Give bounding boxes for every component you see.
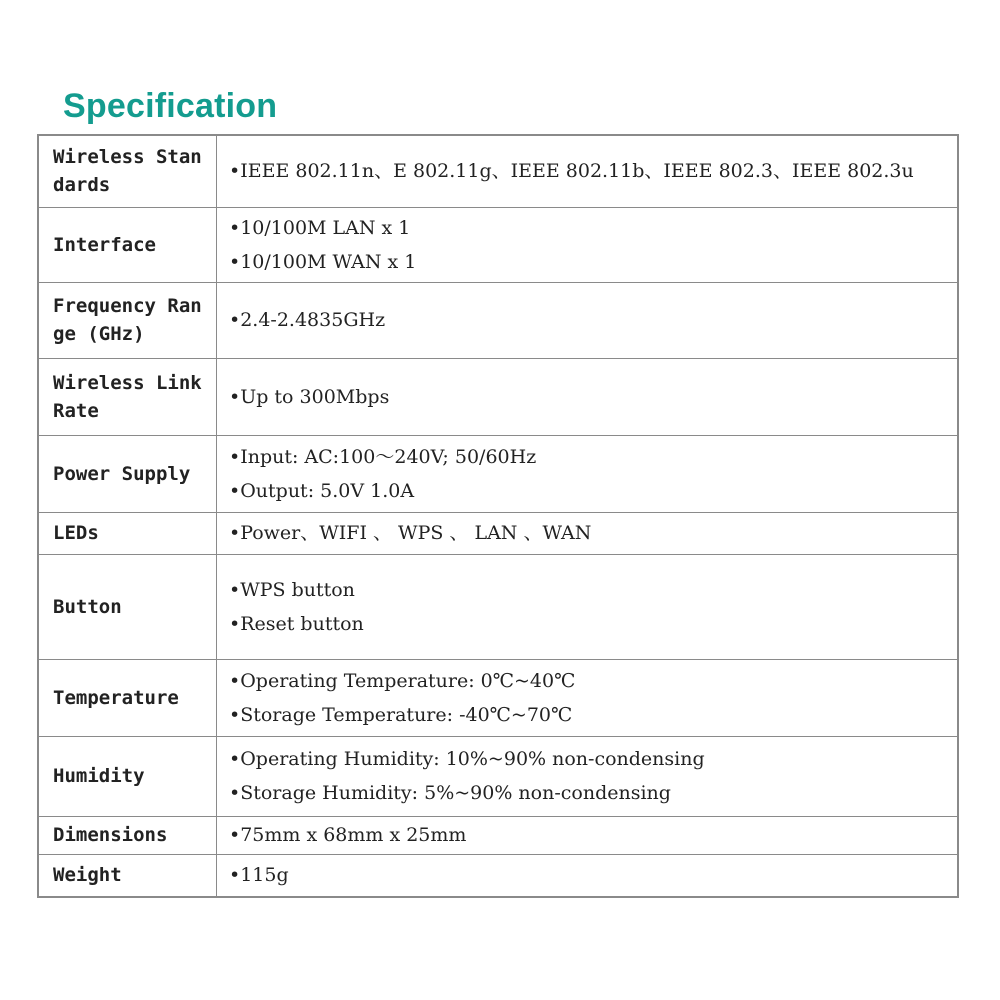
spec-value-line: •115g (229, 864, 289, 887)
spec-value-line: •2.4-2.4835GHz (229, 309, 386, 331)
spec-label: Frequency Range (GHz) (38, 282, 217, 358)
spec-value-line: •10/100M LAN x 1 (229, 216, 411, 239)
spec-value-line: •Up to 300Mbps (229, 385, 390, 408)
spec-value (217, 854, 959, 897)
spec-label: Dimensions (38, 816, 217, 854)
spec-value (217, 816, 959, 854)
spec-value-line: •Input: AC:100～240V; 50/60Hz (229, 445, 537, 468)
spec-value (217, 659, 959, 736)
spec-row-leds (38, 512, 958, 554)
spec-row-temperature (38, 659, 958, 736)
spec-value-line: •Reset button (229, 612, 364, 635)
spec-row-interface (38, 207, 958, 282)
spec-row-power-supply (38, 435, 958, 512)
spec-value (217, 435, 959, 512)
spec-row-humidity (38, 736, 958, 816)
spec-value-line: •WPS button (229, 578, 355, 601)
spec-label: Button (38, 554, 217, 659)
spec-value-line: •10/100M WAN x 1 (229, 250, 417, 273)
spec-row-button (38, 554, 958, 659)
spec-value (217, 736, 959, 816)
spec-value-line: •Operating Humidity: 10%~90% non-condensing (229, 748, 705, 770)
spec-value (217, 512, 959, 554)
spec-value-line: •Storage Humidity: 5%~90% non-condensing (229, 782, 671, 804)
spec-row-weight (38, 854, 958, 897)
spec-label: LEDs (38, 512, 217, 554)
spec-row-wireless-standards (38, 135, 958, 207)
spec-value (217, 282, 959, 358)
spec-value-line: •75mm x 68mm x 25mm (229, 824, 467, 846)
spec-label: Humidity (38, 736, 217, 816)
page-title: Specification (63, 87, 278, 125)
spec-label: Power Supply (38, 435, 217, 512)
spec-value-line: •Storage Temperature: -40℃~70℃ (229, 703, 573, 726)
spec-row-frequency-range (38, 282, 958, 358)
spec-label: Interface (38, 207, 217, 282)
spec-label: Wireless Link Rate (38, 358, 217, 435)
spec-value-line: •IEEE 802.11n、E 802.11g、IEEE 802.11b、IEEE 802.3、IEEE 802.3u (229, 160, 914, 183)
spec-table (37, 134, 959, 898)
spec-value-line: •Output: 5.0V 1.0A (229, 479, 415, 502)
spec-value (217, 135, 959, 207)
spec-value (217, 358, 959, 435)
spec-value (217, 554, 959, 659)
spec-label: Wireless Standards (38, 135, 217, 207)
spec-label: Temperature (38, 659, 217, 736)
spec-value-line: •Operating Temperature: 0℃~40℃ (229, 669, 576, 692)
spec-label: Weight (38, 854, 217, 897)
spec-value-line: •Power、WIFI 、 WPS 、 LAN 、WAN (229, 522, 592, 544)
spec-value (217, 207, 959, 282)
spec-row-dimensions (38, 816, 958, 854)
spec-row-wireless-link-rate (38, 358, 958, 435)
